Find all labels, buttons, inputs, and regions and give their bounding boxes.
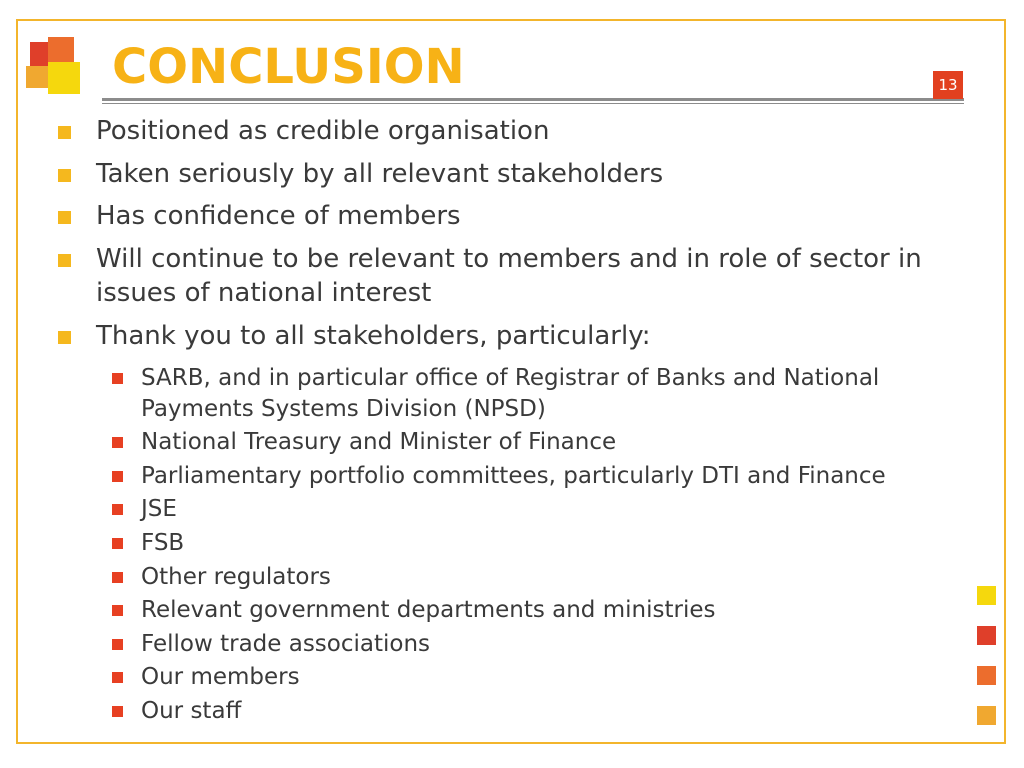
sub-bullet-item <box>141 696 991 727</box>
decorative-square-orange <box>977 666 996 685</box>
sub-bullet-text: Fellow trade associations <box>141 631 431 657</box>
logo-square-gold <box>26 66 48 88</box>
bullet-marker-icon <box>58 211 71 224</box>
sub-bullet-text: Our staff <box>141 698 242 724</box>
bullet-text: Has confidence of members <box>96 201 461 231</box>
bullet-text: Positioned as credible organisation <box>96 116 550 146</box>
bullet-item <box>96 319 1006 353</box>
sub-bullet-marker-icon <box>112 538 123 549</box>
bullet-item <box>96 157 1006 191</box>
bullet-marker-icon <box>58 254 71 267</box>
title-divider-thick <box>102 98 964 101</box>
sub-bullet-text: SARB, and in particular office of Registrar of Banks and National Payments Systems Division (NPSD) <box>141 365 880 422</box>
decorative-square-red <box>977 626 996 645</box>
sub-bullet-text: Relevant government departments and ministries <box>141 597 716 623</box>
bullet-text: Thank you to all stakeholders, particularly: <box>96 321 651 351</box>
bullet-marker-icon <box>58 169 71 182</box>
sub-bullet-marker-icon <box>112 639 123 650</box>
sub-bullet-item <box>141 562 991 593</box>
sub-bullet-item <box>141 461 991 492</box>
bullet-item <box>96 199 1006 233</box>
sub-bullet-item <box>141 662 991 693</box>
decorative-square-gold <box>977 706 996 725</box>
sub-bullet-text: Other regulators <box>141 564 331 590</box>
sub-bullet-text: JSE <box>141 496 177 522</box>
title-divider-thin <box>102 103 964 104</box>
sub-bullet-marker-icon <box>112 504 123 515</box>
sub-bullet-marker-icon <box>112 471 123 482</box>
sub-bullet-item <box>141 595 991 626</box>
bullet-text: Will continue to be relevant to members and in role of sector in issues of national interest <box>96 244 922 308</box>
sub-bullet-item <box>141 494 991 525</box>
sub-bullet-marker-icon <box>112 672 123 683</box>
sub-bullet-item <box>141 528 991 559</box>
sub-bullet-marker-icon <box>112 373 123 384</box>
bullet-marker-icon <box>58 126 71 139</box>
bullet-text: Taken seriously by all relevant stakeholders <box>96 159 664 189</box>
sub-bullet-text: Our members <box>141 664 300 690</box>
sub-bullet-text: FSB <box>141 530 185 556</box>
logo-squares-icon <box>26 36 82 98</box>
sub-bullet-marker-icon <box>112 605 123 616</box>
sub-bullet-marker-icon <box>112 437 123 448</box>
bullet-item <box>96 242 1006 310</box>
sub-bullet-item <box>141 427 991 458</box>
decorative-square-yellow <box>977 586 996 605</box>
sub-bullet-marker-icon <box>112 706 123 717</box>
logo-square-yellow <box>48 62 80 94</box>
slide-title: CONCLUSION <box>112 39 465 95</box>
sub-bullet-text: National Treasury and Minister of Finance <box>141 429 617 455</box>
sub-bullet-item <box>141 363 991 425</box>
sub-bullet-text: Parliamentary portfolio committees, particularly DTI and Finance <box>141 463 886 489</box>
sub-bullet-item <box>141 629 991 660</box>
sub-bullet-marker-icon <box>112 572 123 583</box>
bullet-marker-icon <box>58 331 71 344</box>
bullet-item <box>96 114 1006 148</box>
logo-square-orange <box>48 37 74 63</box>
page-number-badge: 13 <box>933 71 963 99</box>
